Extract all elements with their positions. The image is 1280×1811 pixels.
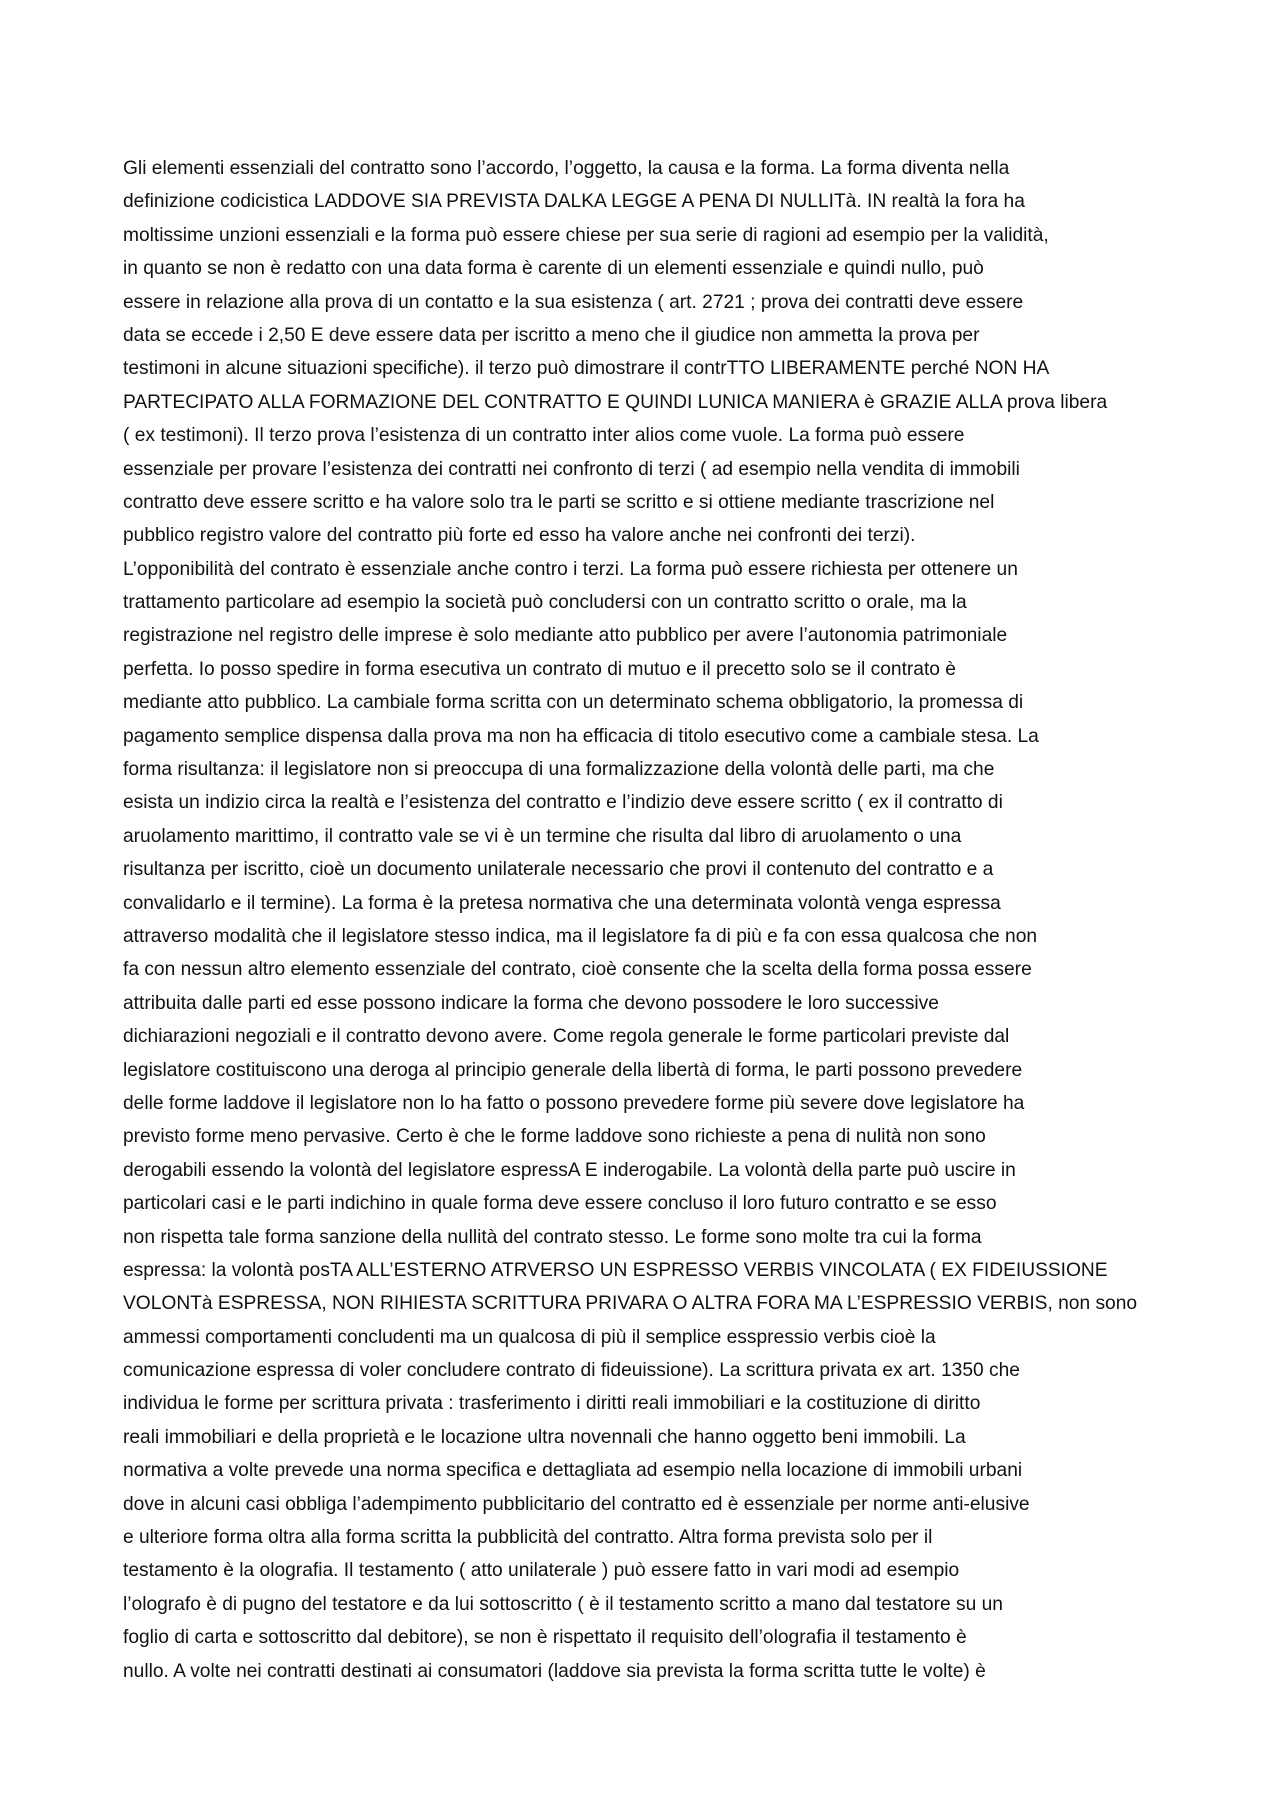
text-line: nullo. A volte nei contratti destinati ai consumatori (laddove sia prevista la forma scritta tutte le volte) è <box>123 1660 986 1682</box>
text-line: testamento è la olografia. Il testamento ( atto unilaterale ) può essere fatto in vari modi ad esempio <box>123 1560 960 1582</box>
text-line: delle forme laddove il legislatore non lo ha fatto o possono prevedere forme più severe dove legislatore ha <box>123 1092 1025 1114</box>
text-line: dove in alcuni casi obbliga l’adempimento pubblicitario del contratto ed è essenziale per norme anti-elusive <box>123 1493 1030 1515</box>
text-line: VOLONTà ESPRESSA, NON RIHIESTA SCRITTURA PRIVARA O ALTRA FORA MA L’ESPRESSIO VERBIS, non sono <box>123 1293 1138 1315</box>
text-line: essere in relazione alla prova di un contatto e la sua esistenza ( art. 2721 ; prova dei contratti deve essere <box>123 291 1024 313</box>
text-line: Gli elementi essenziali del contratto sono l’accordo, l’oggetto, la causa e la forma. La forma diventa nella <box>123 158 1010 179</box>
text-line: dichiarazioni negoziali e il contratto devono avere. Come regola generale le forme particolari previste dal <box>123 1026 1010 1048</box>
text-line: trattamento particolare ad esempio la società può concludersi con un contratto scritto o orale, ma la <box>123 592 967 614</box>
text-line: particolari casi e le parti indichino in quale forma deve essere concluso il loro futuro contratto e se esso <box>123 1193 997 1215</box>
text-line: reali immobiliari e della proprietà e le locazione ultra novennali che hanno oggetto beni immobili. La <box>123 1426 966 1448</box>
text-line: registrazione nel registro delle imprese è solo mediante atto pubblico per avere l’autonomia patrimoniale <box>123 625 1008 647</box>
text-line: moltissime unzioni essenziali e la forma può essere chiese per sua serie di ragioni ad esempio per la validità, <box>123 224 1049 246</box>
text-line: L’opponibilità del contrato è essenziale anche contro i terzi. La forma può essere richiesta per ottenere un <box>123 558 1018 580</box>
text-line: normativa a volte prevede una norma specifica e dettagliata ad esempio nella locazione di immobili urbani <box>123 1460 1023 1482</box>
text-line: convalidarlo e il termine). La forma è la pretesa normativa che una determinata volontà venga espressa <box>123 892 1001 914</box>
text-line: previsto forme meno pervasive. Certo è che le forme laddove sono richieste a pena di nulità non sono <box>123 1126 986 1148</box>
text-line: esista un indizio circa la realtà e l’esistenza del contratto e l’indizio deve essere scritto ( ex il contratto di <box>123 792 1003 814</box>
text-line: contratto deve essere scritto e ha valore solo tra le parti se scritto e si ottiene mediante trascrizione nel <box>123 491 995 513</box>
text-line: non rispetta tale forma sanzione della nullità del contrato stesso. Le forme sono molte tra cui la forma <box>123 1226 982 1248</box>
text-line: definizione codicistica LADDOVE SIA PREVISTA DALKA LEGGE A PENA DI NULLITà. IN realtà la fora ha <box>123 191 1025 213</box>
text-line: aruolamento marittimo, il contratto vale se vi è un termine che risulta dal libro di aruolamento o una <box>123 825 962 847</box>
text-line: in quanto se non è redatto con una data forma è carente di un elementi essenziale e quindi nullo, può <box>123 258 984 280</box>
text-line: attraverso modalità che il legislatore stesso indica, ma il legislatore fa di più e fa con essa qualcosa che non <box>123 925 1038 947</box>
text-line: e ulteriore forma oltra alla forma scritta la pubblicità del contratto. Altra forma prevista solo per il <box>123 1527 933 1549</box>
text-line: ammessi comportamenti concludenti ma un qualcosa di più il semplice esspressio verbis cioè la <box>123 1326 936 1348</box>
text-line: espressa: la volontà posTA ALL’ESTERNO ATRVERSO UN ESPRESSO VERBIS VINCOLATA ( EX FIDEIUSSIONE <box>123 1259 1108 1281</box>
text-line: PARTECIPATO ALLA FORMAZIONE DEL CONTRATTO E QUINDI LUNICA MANIERA è GRAZIE ALLA prova libera <box>123 391 1108 413</box>
text-line: risultanza per iscritto, cioè un documento unilaterale necessario che provi il contenuto del contratto e a <box>123 859 994 881</box>
text-line: forma risultanza: il legislatore non si preoccupa di una formalizzazione della volontà delle parti, ma che <box>123 759 995 781</box>
text-line: pubblico registro valore del contratto più forte ed esso ha valore anche nei confronti dei terzi). <box>123 525 916 547</box>
text-line: derogabili essendo la volontà del legislatore espressA E inderogabile. La volontà della parte può uscire in <box>123 1159 1016 1181</box>
text-line: perfetta. Io posso spedire in forma esecutiva un contrato di mutuo e il precetto solo se il contrato è <box>123 658 956 680</box>
text-line: ( ex testimoni). Il terzo prova l’esistenza di un contratto inter alios come vuole. La forma può essere <box>123 425 965 447</box>
text-line: fa con nessun altro elemento essenziale del contrato, cioè consente che la scelta della forma possa essere <box>123 959 1032 981</box>
text-line: l’olografo è di pugno del testatore e da lui sottoscritto ( è il testamento scritto a mano dal testatore su un <box>123 1593 1003 1615</box>
text-line: testimoni in alcune situazioni specifiche). il terzo può dimostrare il contrTTO LIBERAMENTE perché NON HA <box>123 358 1050 380</box>
text-line: essenziale per provare l’esistenza dei contratti nei confronto di terzi ( ad esempio nella vendita di immobili <box>123 458 1020 480</box>
text-line: mediante atto pubblico. La cambiale forma scritta con un determinato schema obbligatorio, la promessa di <box>123 692 1024 714</box>
text-line: attribuita dalle parti ed esse possono indicare la forma che devono possodere le loro successive <box>123 992 939 1014</box>
text-line: pagamento semplice dispensa dalla prova ma non ha efficacia di titolo esecutivo come a cambiale stesa. La <box>123 725 1039 747</box>
text-line: foglio di carta e sottoscritto dal debitore), se non è rispettato il requisito dell’olografia il testamento è <box>123 1627 967 1649</box>
text-line: legislatore costituiscono una deroga al principio generale della libertà di forma, le parti possono prevedere <box>123 1059 1023 1081</box>
text-line: comunicazione espressa di voler concludere contrato di fideuissione). La scrittura privata ex art. 1350 che <box>123 1360 1020 1382</box>
text-line: data se eccede i 2,50 E deve essere data per iscritto a meno che il giudice non ammetta la prova per <box>123 324 980 346</box>
text-line: individua le forme per scrittura privata : trasferimento i diritti reali immobiliari e la costituzione di diritto <box>123 1393 981 1415</box>
document-body <box>123 152 1173 1688</box>
